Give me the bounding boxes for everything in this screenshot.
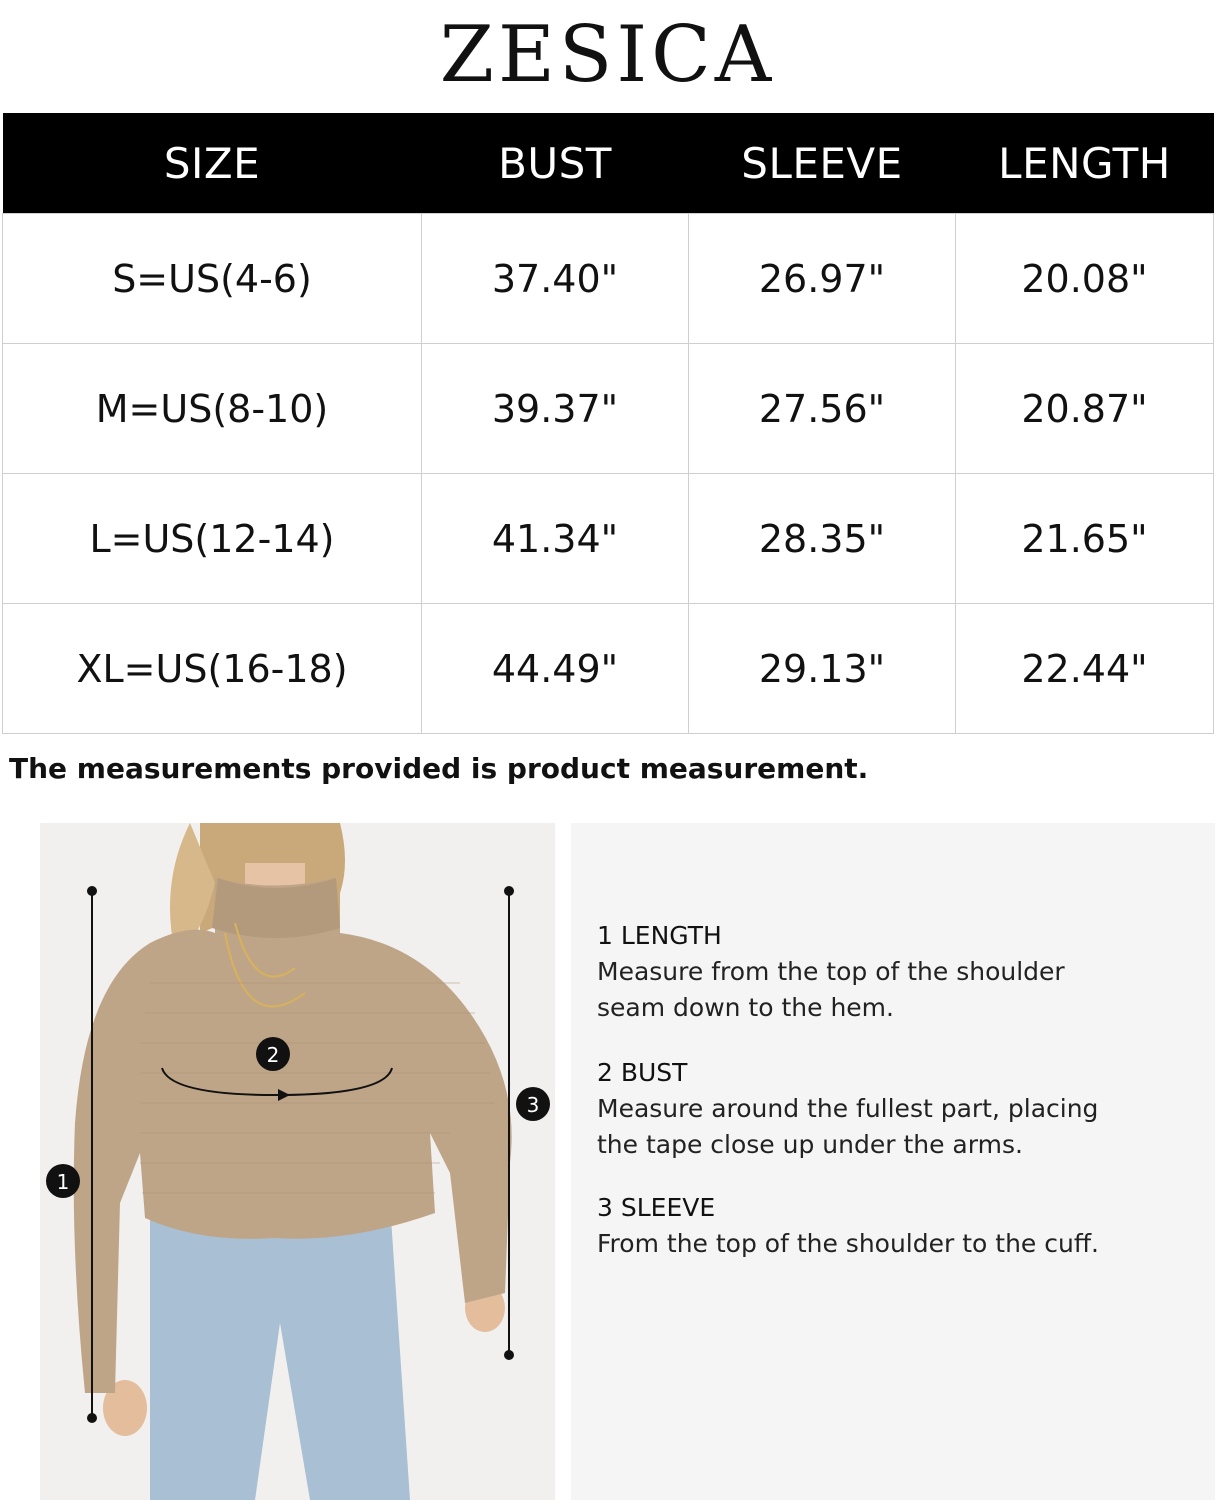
table-row (3, 604, 1214, 734)
sweater-illustration (40, 823, 555, 1500)
model-photo (40, 823, 555, 1500)
table-header-row (3, 113, 1214, 214)
cell-sleeve: 29.13" (689, 604, 956, 734)
cell-size: S=US(4-6) (3, 214, 422, 344)
guide-length (597, 918, 1065, 1026)
guide-sleeve (597, 1190, 1099, 1262)
guide-desc-line: From the top of the shoulder to the cuff. (597, 1229, 1100, 1258)
header-bust: BUST (422, 113, 689, 214)
table-row (3, 214, 1214, 344)
guide-title: 1 LENGTH (597, 921, 722, 950)
cell-bust: 39.37" (422, 344, 689, 474)
cell-size: XL=US(16-18) (3, 604, 422, 734)
header-length: LENGTH (956, 113, 1214, 214)
marker-3 (516, 1087, 550, 1121)
cell-sleeve: 28.35" (689, 474, 956, 604)
table-row (3, 344, 1214, 474)
svg-text:1: 1 (56, 1170, 70, 1194)
cell-size: M=US(8-10) (3, 344, 422, 474)
cell-length: 22.44" (956, 604, 1214, 734)
cell-bust: 44.49" (422, 604, 689, 734)
measurement-guide (571, 823, 1215, 1500)
cell-sleeve: 26.97" (689, 214, 956, 344)
cell-sleeve: 27.56" (689, 344, 956, 474)
jeans-shape (150, 1203, 410, 1500)
guide-title: 2 BUST (597, 1058, 688, 1087)
cell-length: 20.87" (956, 344, 1214, 474)
guide-title: 3 SLEEVE (597, 1193, 716, 1222)
guide-desc-line: Measure from the top of the shoulder (597, 957, 1065, 986)
cell-length: 21.65" (956, 474, 1214, 604)
svg-text:2: 2 (266, 1043, 280, 1067)
guide-desc-line: the tape close up under the arms. (597, 1130, 1023, 1159)
size-chart-table (2, 113, 1214, 734)
guide-desc-line: Measure around the fullest part, placing (597, 1094, 1099, 1123)
header-size: SIZE (3, 113, 422, 214)
cell-bust: 37.40" (422, 214, 689, 344)
guide-desc-line: seam down to the hem. (597, 993, 894, 1022)
guide-bust (597, 1055, 1098, 1163)
marker-1 (46, 1164, 80, 1198)
brand-logo: ZESICA (439, 10, 776, 100)
header-sleeve: SLEEVE (689, 113, 956, 214)
cell-size: L=US(12-14) (3, 474, 422, 604)
table-row (3, 474, 1214, 604)
svg-text:3: 3 (526, 1093, 540, 1117)
cell-length: 20.08" (956, 214, 1214, 344)
cell-bust: 41.34" (422, 474, 689, 604)
measurement-note: The measurements provided is product measurement. (9, 752, 869, 785)
marker-2 (256, 1037, 290, 1071)
